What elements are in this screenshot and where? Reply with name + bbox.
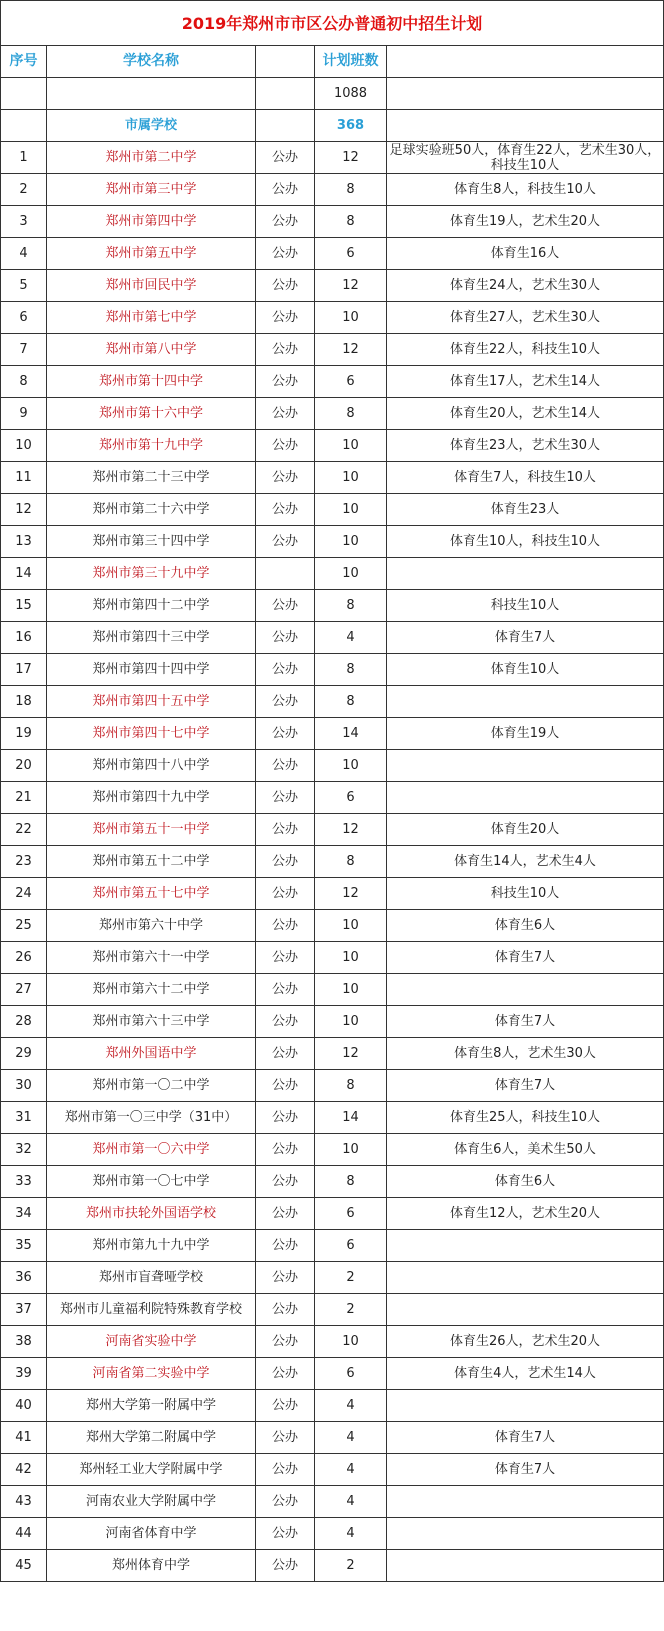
table-row <box>1 366 664 398</box>
total-row <box>1 78 664 110</box>
school-name: 郑州市第八中学 <box>47 334 256 366</box>
enrollment-note <box>387 974 664 1006</box>
school-type: 公办 <box>256 1422 315 1454</box>
planned-classes: 12 <box>315 1038 387 1070</box>
row-no: 28 <box>1 1006 47 1038</box>
school-name: 郑州市盲聋哑学校 <box>47 1262 256 1294</box>
school-name: 郑州轻工业大学附属中学 <box>47 1454 256 1486</box>
table-row <box>1 1070 664 1102</box>
planned-classes: 2 <box>315 1294 387 1326</box>
planned-classes: 4 <box>315 1390 387 1422</box>
enrollment-note <box>387 1486 664 1518</box>
row-no: 13 <box>1 526 47 558</box>
table-row <box>1 1486 664 1518</box>
school-name: 郑州市第四十九中学 <box>47 782 256 814</box>
school-name: 郑州市第五中学 <box>47 238 256 270</box>
planned-classes: 10 <box>315 430 387 462</box>
school-type: 公办 <box>256 686 315 718</box>
school-type: 公办 <box>256 1294 315 1326</box>
planned-classes: 10 <box>315 494 387 526</box>
planned-classes: 10 <box>315 558 387 590</box>
planned-classes: 4 <box>315 1422 387 1454</box>
school-type: 公办 <box>256 1166 315 1198</box>
school-type: 公办 <box>256 1198 315 1230</box>
school-name: 河南农业大学附属中学 <box>47 1486 256 1518</box>
enrollment-note: 体育生10人 <box>387 654 664 686</box>
school-name: 郑州市第三中学 <box>47 174 256 206</box>
enrollment-note: 体育生8人，艺术生30人 <box>387 1038 664 1070</box>
header-type <box>256 46 315 78</box>
school-name: 郑州市第六十一中学 <box>47 942 256 974</box>
table-row <box>1 302 664 334</box>
school-name: 郑州市扶轮外国语学校 <box>47 1198 256 1230</box>
school-type: 公办 <box>256 654 315 686</box>
table-row <box>1 910 664 942</box>
table-row <box>1 654 664 686</box>
planned-classes: 8 <box>315 686 387 718</box>
school-name: 郑州市第一〇二中学 <box>47 1070 256 1102</box>
school-name: 郑州大学第一附属中学 <box>47 1390 256 1422</box>
table-row <box>1 174 664 206</box>
table-row <box>1 1326 664 1358</box>
enrollment-note <box>387 782 664 814</box>
table-row <box>1 1422 664 1454</box>
school-name: 郑州市第十九中学 <box>47 430 256 462</box>
enrollment-note <box>387 1390 664 1422</box>
enrollment-note: 体育生20人 <box>387 814 664 846</box>
table-row <box>1 1166 664 1198</box>
table-row <box>1 686 664 718</box>
section-row <box>1 110 664 142</box>
school-type: 公办 <box>256 590 315 622</box>
planned-classes: 12 <box>315 142 387 174</box>
enrollment-note: 体育生6人 <box>387 1166 664 1198</box>
row-no: 2 <box>1 174 47 206</box>
table-row <box>1 1294 664 1326</box>
enrollment-note <box>387 1518 664 1550</box>
row-no: 43 <box>1 1486 47 1518</box>
header-name: 学校名称 <box>47 46 256 78</box>
row-no: 12 <box>1 494 47 526</box>
planned-classes: 14 <box>315 1102 387 1134</box>
table-row <box>1 878 664 910</box>
row-no: 33 <box>1 1166 47 1198</box>
enrollment-note <box>387 1262 664 1294</box>
planned-classes: 8 <box>315 1070 387 1102</box>
school-type: 公办 <box>256 270 315 302</box>
planned-classes: 12 <box>315 878 387 910</box>
table-row <box>1 1262 664 1294</box>
enrollment-note: 体育生4人，艺术生14人 <box>387 1358 664 1390</box>
row-no: 5 <box>1 270 47 302</box>
table-row <box>1 238 664 270</box>
header-classes: 计划班数 <box>315 46 387 78</box>
planned-classes: 8 <box>315 654 387 686</box>
row-no: 19 <box>1 718 47 750</box>
planned-classes: 8 <box>315 590 387 622</box>
row-no: 15 <box>1 590 47 622</box>
row-no: 32 <box>1 1134 47 1166</box>
planned-classes: 2 <box>315 1550 387 1582</box>
table-row <box>1 1518 664 1550</box>
row-no: 8 <box>1 366 47 398</box>
section-classes: 368 <box>315 110 387 142</box>
school-type: 公办 <box>256 238 315 270</box>
planned-classes: 4 <box>315 1486 387 1518</box>
school-name: 郑州市第二十六中学 <box>47 494 256 526</box>
enrollment-note: 科技生10人 <box>387 878 664 910</box>
school-name: 郑州大学第二附属中学 <box>47 1422 256 1454</box>
row-no: 27 <box>1 974 47 1006</box>
enrollment-note: 体育生14人，艺术生4人 <box>387 846 664 878</box>
table-row <box>1 814 664 846</box>
enrollment-note: 科技生10人 <box>387 590 664 622</box>
planned-classes: 6 <box>315 1358 387 1390</box>
row-no: 39 <box>1 1358 47 1390</box>
planned-classes: 12 <box>315 334 387 366</box>
table-row <box>1 1454 664 1486</box>
school-name: 郑州市第六十中学 <box>47 910 256 942</box>
school-type: 公办 <box>256 910 315 942</box>
school-type: 公办 <box>256 974 315 1006</box>
school-type: 公办 <box>256 846 315 878</box>
row-no: 25 <box>1 910 47 942</box>
row-no: 45 <box>1 1550 47 1582</box>
header-note <box>387 46 664 78</box>
school-name: 郑州市第四十五中学 <box>47 686 256 718</box>
school-type: 公办 <box>256 366 315 398</box>
table-row <box>1 1550 664 1582</box>
school-name: 河南省实验中学 <box>47 1326 256 1358</box>
school-name: 郑州市第二中学 <box>47 142 256 174</box>
table-row <box>1 974 664 1006</box>
enrollment-note: 体育生22人，科技生10人 <box>387 334 664 366</box>
table-title: 2019年郑州市市区公办普通初中招生计划 <box>1 1 664 46</box>
section-name: 市属学校 <box>47 110 256 142</box>
table-row <box>1 718 664 750</box>
school-type: 公办 <box>256 1454 315 1486</box>
enrollment-note <box>387 686 664 718</box>
planned-classes: 10 <box>315 302 387 334</box>
table-row <box>1 206 664 238</box>
school-type: 公办 <box>256 334 315 366</box>
enrollment-note: 体育生17人，艺术生14人 <box>387 366 664 398</box>
enrollment-note <box>387 558 664 590</box>
enrollment-note: 体育生23人，艺术生30人 <box>387 430 664 462</box>
row-no: 31 <box>1 1102 47 1134</box>
enrollment-note: 体育生23人 <box>387 494 664 526</box>
school-type: 公办 <box>256 206 315 238</box>
table-row <box>1 558 664 590</box>
row-no: 42 <box>1 1454 47 1486</box>
school-name: 郑州市第四十三中学 <box>47 622 256 654</box>
table-row <box>1 1198 664 1230</box>
enrollment-note: 体育生19人 <box>387 718 664 750</box>
planned-classes: 8 <box>315 206 387 238</box>
row-no: 17 <box>1 654 47 686</box>
enrollment-note: 体育生6人 <box>387 910 664 942</box>
row-no: 14 <box>1 558 47 590</box>
enrollment-note <box>387 750 664 782</box>
enrollment-note <box>387 1550 664 1582</box>
row-no: 38 <box>1 1326 47 1358</box>
school-name: 郑州市第四十七中学 <box>47 718 256 750</box>
school-type: 公办 <box>256 1550 315 1582</box>
row-no: 40 <box>1 1390 47 1422</box>
row-no: 7 <box>1 334 47 366</box>
planned-classes: 6 <box>315 366 387 398</box>
table-row <box>1 750 664 782</box>
row-no: 35 <box>1 1230 47 1262</box>
planned-classes: 10 <box>315 1134 387 1166</box>
enrollment-note: 体育生16人 <box>387 238 664 270</box>
enrollment-note: 体育生19人，艺术生20人 <box>387 206 664 238</box>
enrollment-note: 体育生20人，艺术生14人 <box>387 398 664 430</box>
enrollment-note: 体育生27人，艺术生30人 <box>387 302 664 334</box>
row-no: 22 <box>1 814 47 846</box>
planned-classes: 12 <box>315 814 387 846</box>
table-row <box>1 1358 664 1390</box>
planned-classes: 4 <box>315 622 387 654</box>
row-no: 37 <box>1 1294 47 1326</box>
row-no: 41 <box>1 1422 47 1454</box>
planned-classes: 10 <box>315 910 387 942</box>
table-row <box>1 1006 664 1038</box>
planned-classes: 6 <box>315 782 387 814</box>
enrollment-note: 体育生7人，科技生10人 <box>387 462 664 494</box>
school-name: 郑州市第一〇三中学（31中） <box>47 1102 256 1134</box>
table-row <box>1 1390 664 1422</box>
row-no: 4 <box>1 238 47 270</box>
header-no: 序号 <box>1 46 47 78</box>
table-row <box>1 462 664 494</box>
title-row <box>1 1 664 46</box>
school-name: 郑州市第一〇七中学 <box>47 1166 256 1198</box>
table-row <box>1 782 664 814</box>
planned-classes: 6 <box>315 1230 387 1262</box>
school-type: 公办 <box>256 1390 315 1422</box>
school-type: 公办 <box>256 302 315 334</box>
row-no: 23 <box>1 846 47 878</box>
school-type: 公办 <box>256 1102 315 1134</box>
planned-classes: 8 <box>315 398 387 430</box>
table-row <box>1 1102 664 1134</box>
school-type: 公办 <box>256 782 315 814</box>
school-type: 公办 <box>256 1358 315 1390</box>
school-type: 公办 <box>256 398 315 430</box>
enrollment-note: 体育生7人 <box>387 622 664 654</box>
school-type: 公办 <box>256 1230 315 1262</box>
school-name: 河南省体育中学 <box>47 1518 256 1550</box>
row-no: 21 <box>1 782 47 814</box>
enrollment-note: 体育生7人 <box>387 1006 664 1038</box>
school-name: 郑州市第四中学 <box>47 206 256 238</box>
planned-classes: 4 <box>315 1454 387 1486</box>
school-type: 公办 <box>256 814 315 846</box>
school-type: 公办 <box>256 142 315 174</box>
school-name: 郑州市第六十二中学 <box>47 974 256 1006</box>
planned-classes: 6 <box>315 1198 387 1230</box>
school-name: 郑州市第九十九中学 <box>47 1230 256 1262</box>
school-name: 郑州体育中学 <box>47 1550 256 1582</box>
school-type: 公办 <box>256 430 315 462</box>
row-no: 36 <box>1 1262 47 1294</box>
school-type: 公办 <box>256 462 315 494</box>
school-name: 郑州市第六十三中学 <box>47 1006 256 1038</box>
school-name: 郑州市第十四中学 <box>47 366 256 398</box>
enrollment-note: 体育生25人，科技生10人 <box>387 1102 664 1134</box>
enrollment-note: 体育生6人，美术生50人 <box>387 1134 664 1166</box>
school-name: 河南省第二实验中学 <box>47 1358 256 1390</box>
enrollment-note: 体育生7人 <box>387 942 664 974</box>
school-name: 郑州市儿童福利院特殊教育学校 <box>47 1294 256 1326</box>
table-row <box>1 334 664 366</box>
school-name: 郑州外国语中学 <box>47 1038 256 1070</box>
row-no: 44 <box>1 1518 47 1550</box>
table-row <box>1 846 664 878</box>
school-type: 公办 <box>256 1006 315 1038</box>
school-type: 公办 <box>256 878 315 910</box>
school-name: 郑州市第一〇六中学 <box>47 1134 256 1166</box>
planned-classes: 6 <box>315 238 387 270</box>
school-name: 郑州市第七中学 <box>47 302 256 334</box>
school-type: 公办 <box>256 1262 315 1294</box>
row-no: 18 <box>1 686 47 718</box>
enrollment-note: 体育生10人，科技生10人 <box>387 526 664 558</box>
school-type: 公办 <box>256 1486 315 1518</box>
table-row <box>1 494 664 526</box>
row-no: 9 <box>1 398 47 430</box>
planned-classes: 4 <box>315 1518 387 1550</box>
row-no: 29 <box>1 1038 47 1070</box>
planned-classes: 8 <box>315 174 387 206</box>
planned-classes: 10 <box>315 750 387 782</box>
planned-classes: 10 <box>315 462 387 494</box>
enrollment-note: 体育生8人，科技生10人 <box>387 174 664 206</box>
enrollment-note: 体育生7人 <box>387 1454 664 1486</box>
row-no: 20 <box>1 750 47 782</box>
school-type: 公办 <box>256 1038 315 1070</box>
school-type: 公办 <box>256 1518 315 1550</box>
table-row <box>1 270 664 302</box>
enrollment-note: 体育生7人 <box>387 1422 664 1454</box>
table-row <box>1 1230 664 1262</box>
school-name: 郑州市第四十四中学 <box>47 654 256 686</box>
row-no: 26 <box>1 942 47 974</box>
table-row <box>1 526 664 558</box>
planned-classes: 10 <box>315 1326 387 1358</box>
row-no: 1 <box>1 142 47 174</box>
school-type: 公办 <box>256 1070 315 1102</box>
planned-classes: 8 <box>315 1166 387 1198</box>
school-type: 公办 <box>256 1134 315 1166</box>
row-no: 24 <box>1 878 47 910</box>
table-row <box>1 398 664 430</box>
table-row <box>1 142 664 174</box>
row-no: 30 <box>1 1070 47 1102</box>
school-name: 郑州市第五十一中学 <box>47 814 256 846</box>
row-no: 10 <box>1 430 47 462</box>
planned-classes: 8 <box>315 846 387 878</box>
table-row <box>1 942 664 974</box>
school-type: 公办 <box>256 718 315 750</box>
header-row <box>1 46 664 78</box>
planned-classes: 12 <box>315 270 387 302</box>
school-name: 郑州市第三十四中学 <box>47 526 256 558</box>
school-name: 郑州市回民中学 <box>47 270 256 302</box>
school-type: 公办 <box>256 1326 315 1358</box>
planned-classes: 2 <box>315 1262 387 1294</box>
enrollment-note <box>387 1230 664 1262</box>
enrollment-note <box>387 1294 664 1326</box>
school-type: 公办 <box>256 494 315 526</box>
planned-classes: 10 <box>315 974 387 1006</box>
enrollment-note: 体育生7人 <box>387 1070 664 1102</box>
school-name: 郑州市第二十三中学 <box>47 462 256 494</box>
table-row <box>1 430 664 462</box>
enrollment-note: 体育生26人，艺术生20人 <box>387 1326 664 1358</box>
table-row <box>1 622 664 654</box>
school-type: 公办 <box>256 174 315 206</box>
school-name: 郑州市第四十八中学 <box>47 750 256 782</box>
row-no: 3 <box>1 206 47 238</box>
school-type: 公办 <box>256 942 315 974</box>
row-no: 16 <box>1 622 47 654</box>
school-type <box>256 558 315 590</box>
planned-classes: 10 <box>315 942 387 974</box>
school-name: 郑州市第五十二中学 <box>47 846 256 878</box>
school-type: 公办 <box>256 750 315 782</box>
table-row <box>1 1134 664 1166</box>
enrollment-note: 足球实验班50人，体育生22人，艺术生30人，科技生10人 <box>387 142 664 174</box>
school-type: 公办 <box>256 622 315 654</box>
school-name: 郑州市第十六中学 <box>47 398 256 430</box>
enrollment-note: 体育生12人，艺术生20人 <box>387 1198 664 1230</box>
row-no: 6 <box>1 302 47 334</box>
table-row <box>1 590 664 622</box>
planned-classes: 10 <box>315 526 387 558</box>
school-type: 公办 <box>256 526 315 558</box>
school-name: 郑州市第五十七中学 <box>47 878 256 910</box>
enrollment-note: 体育生24人，艺术生30人 <box>387 270 664 302</box>
planned-classes: 10 <box>315 1006 387 1038</box>
table-row <box>1 1038 664 1070</box>
row-no: 34 <box>1 1198 47 1230</box>
school-name: 郑州市第四十二中学 <box>47 590 256 622</box>
planned-classes: 14 <box>315 718 387 750</box>
row-no: 11 <box>1 462 47 494</box>
total-classes: 1088 <box>315 78 387 110</box>
school-name: 郑州市第三十九中学 <box>47 558 256 590</box>
